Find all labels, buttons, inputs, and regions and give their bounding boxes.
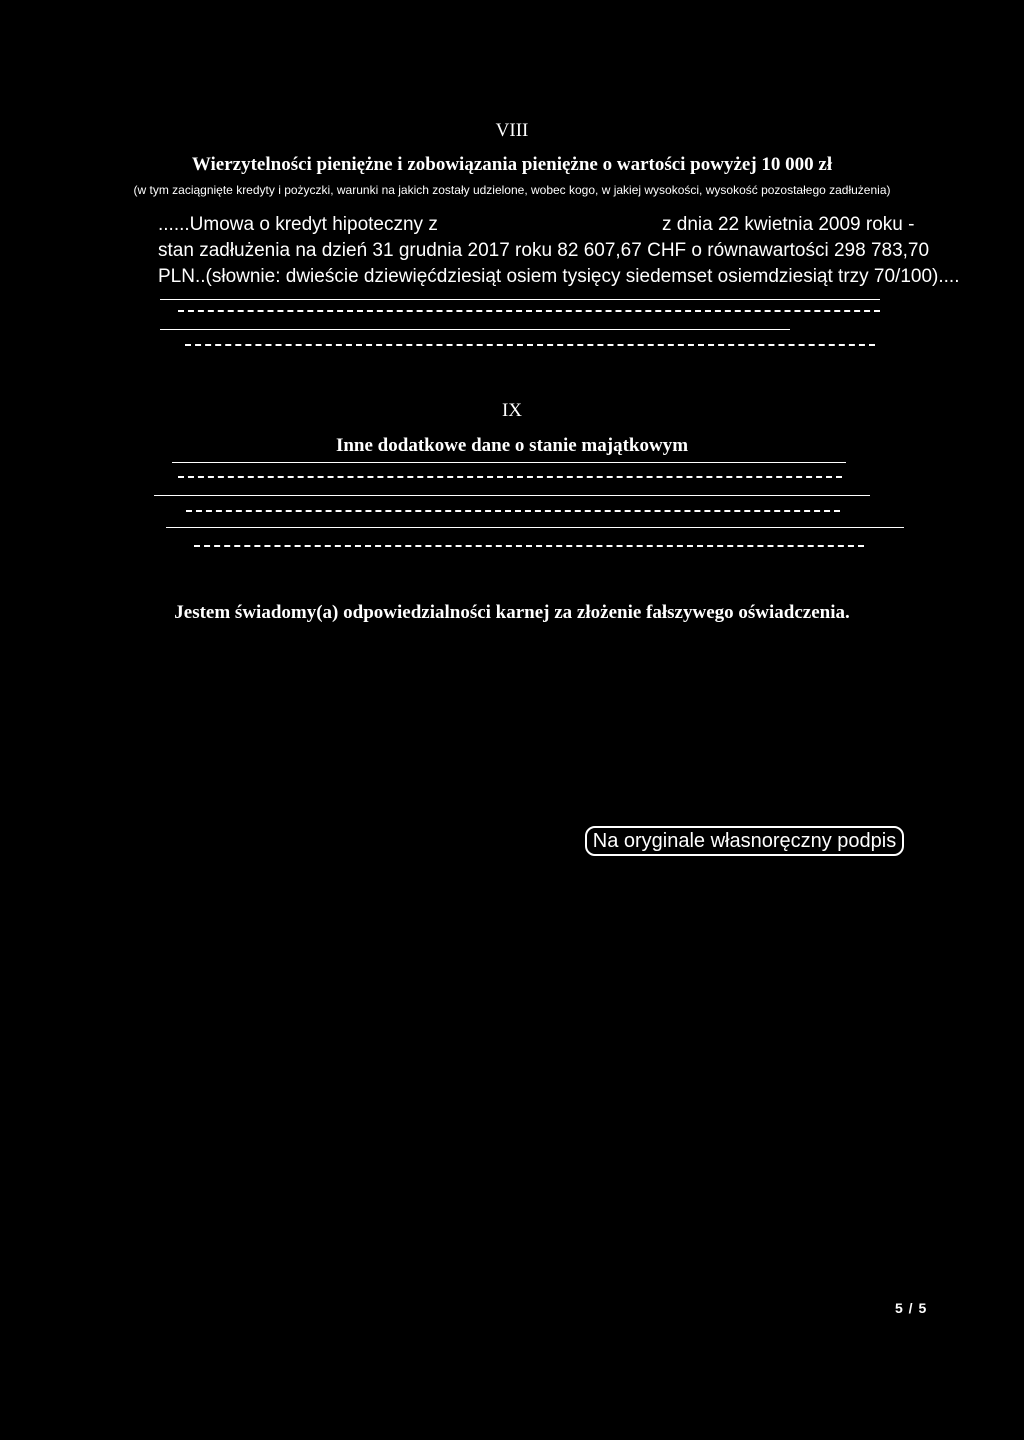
loan-line-1-left: ......Umowa o kredyt hipoteczny z (158, 214, 438, 235)
loan-line-3: PLN..(słownie: dwieście dziewięćdziesiąt osiem tysięcy siedemset osiemdziesiąt trzy 70/100).... (158, 266, 960, 287)
fill-line (186, 510, 840, 512)
fill-line (154, 495, 870, 496)
loan-line-1-right: z dnia 22 kwietnia 2009 roku - (662, 214, 915, 235)
declaration-text: Jestem świadomy(a) odpowiedzialności karnej za złożenie fałszywego oświadczenia. (174, 602, 850, 623)
fill-line (185, 344, 875, 346)
fill-line (160, 329, 790, 330)
fill-line (166, 527, 904, 528)
section-viii-title: Wierzytelności pieniężne i zobowiązania pieniężne o wartości powyżej 10 000 zł (191, 154, 833, 175)
fill-line (160, 299, 880, 300)
fill-line (194, 545, 864, 547)
fill-line (178, 476, 842, 478)
section-viii-subtitle: (w tym zaciągnięte kredyty i pożyczki, warunki na jakich zostały udzielone, wobec kogo, w jakiej wysokości, wysokość pozostałego zadłużenia) (133, 183, 891, 197)
section-ix-number: IX (501, 400, 523, 421)
fill-line (178, 310, 880, 312)
loan-line-2: stan zadłużenia na dzień 31 grudnia 2017 roku 82 607,67 CHF o równawartości 298 783,70 (158, 240, 930, 261)
fill-line (172, 462, 846, 463)
section-viii-number: VIII (495, 120, 529, 141)
page-number: 5 / 5 (895, 1300, 928, 1316)
section-ix-title: Inne dodatkowe dane o stanie majątkowym (335, 435, 689, 456)
signature-stamp: Na oryginale własnoręczny podpis (585, 826, 904, 856)
